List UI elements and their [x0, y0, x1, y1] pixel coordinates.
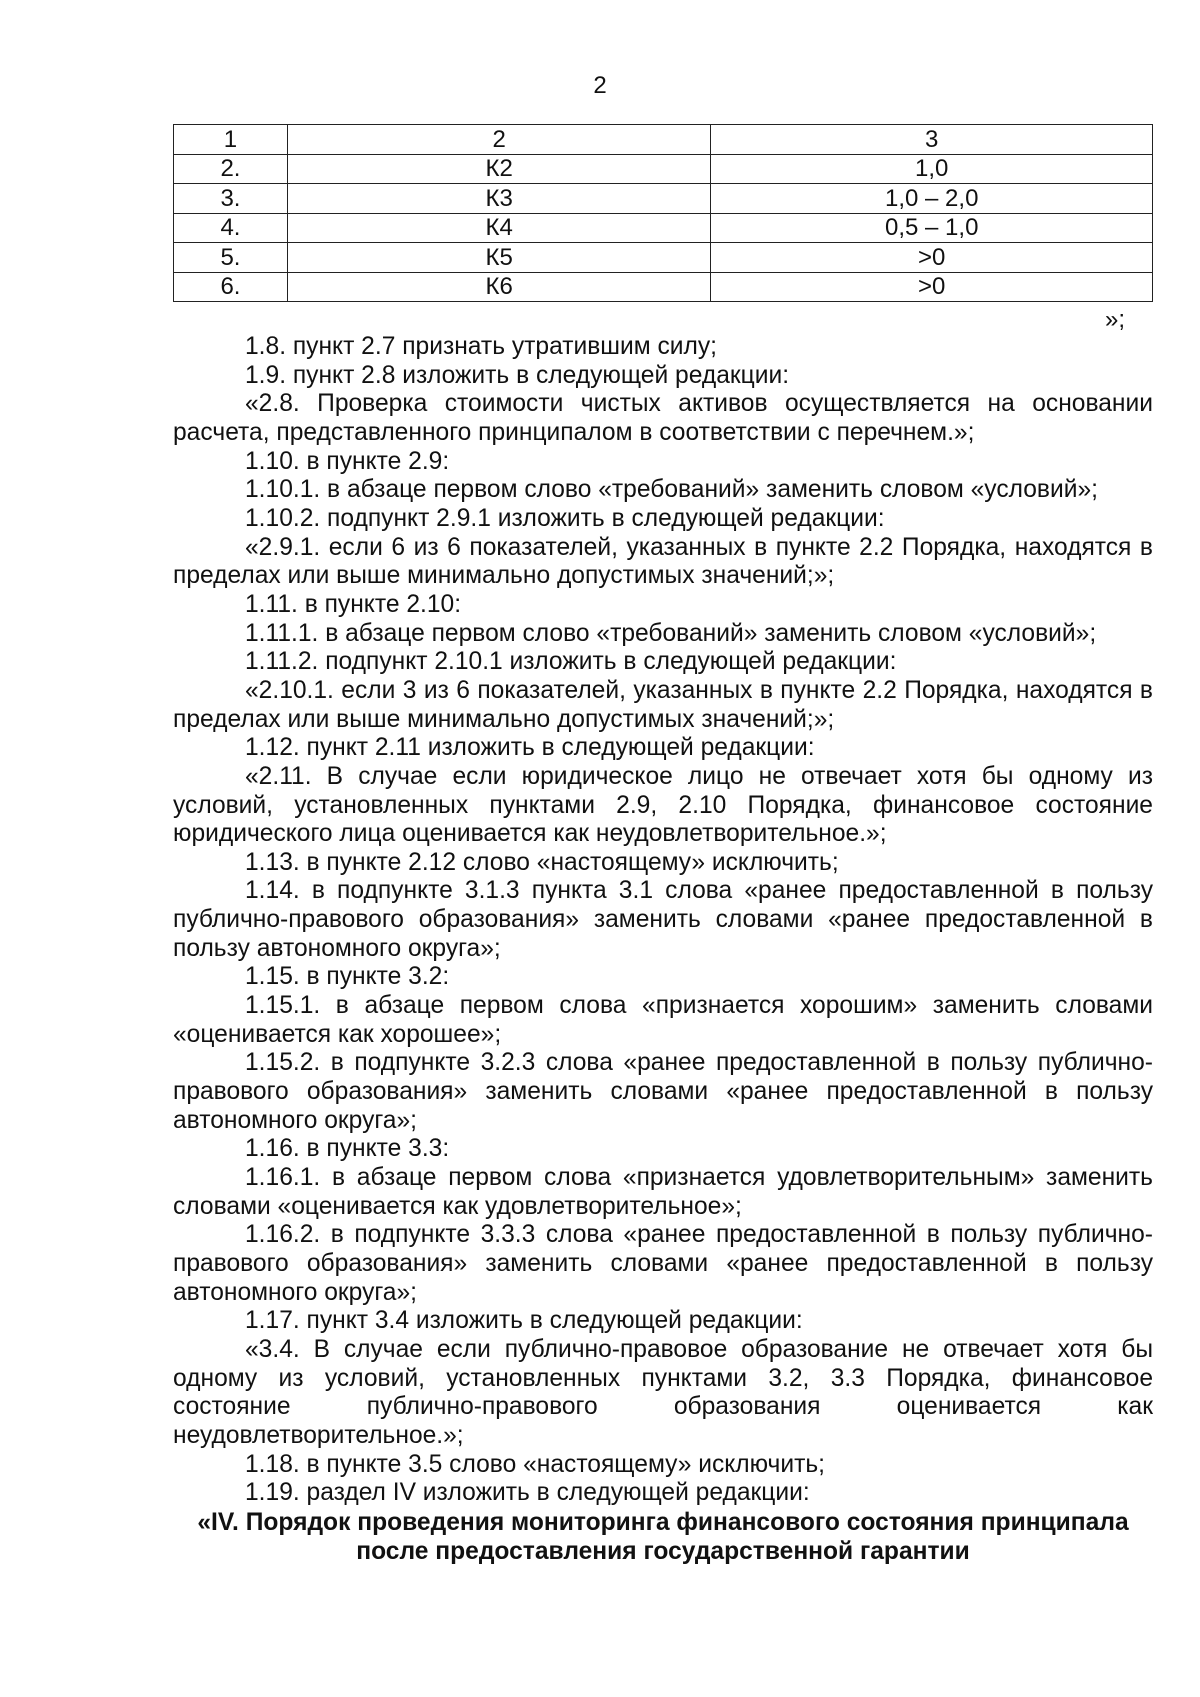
indicator-table	[173, 124, 1153, 302]
paragraph: 1.16.1. в абзаце первом слова «признается удовлетворительным» заменить словами «оценивается как удовлетворительное»;	[173, 1164, 1153, 1220]
paragraph: «2.9.1. если 6 из 6 показателей, указанных в пункте 2.2 Порядка, находятся в пределах или выше минимально допустимых значений;»;	[173, 533, 1153, 590]
paragraph: 1.13. в пункте 2.12 слово «настоящему» исключить;	[245, 848, 839, 876]
table-cell-indicator: К4	[287, 213, 711, 243]
table-cell-number: 2.	[174, 154, 288, 184]
table-row	[174, 272, 1153, 302]
document-body	[173, 333, 1153, 1566]
paragraph: 1.10.2. подпункт 2.9.1 изложить в следующей редакции:	[245, 504, 885, 532]
table-row	[174, 243, 1153, 273]
paragraph: 1.18. в пункте 3.5 слово «настоящему» исключить;	[245, 1450, 825, 1478]
paragraph: «2.8. Проверка стоимости чистых активов осуществляется на основании расчета, представленного принципалом в соответствии с перечнем.»;	[173, 390, 1153, 446]
paragraph: 1.14. в подпункте 3.1.3 пункта 3.1 слова «ранее предоставленной в пользу публично-правового образования» заменить словами «ранее предоставленной в пользу автономного округа»;	[173, 877, 1153, 962]
table-row	[174, 154, 1153, 184]
table-header-cell: 2	[287, 125, 711, 155]
table-cell-number: 5.	[174, 243, 288, 273]
table-cell-value: >0	[711, 243, 1153, 273]
paragraph: 1.15.2. в подпункте 3.2.3 слова «ранее предоставленной в пользу публично-правового образования» заменить словами «ранее предоставленной в пользу автономного округа»;	[173, 1049, 1153, 1134]
table-cell-number: 6.	[174, 272, 288, 302]
table-header-cell: 3	[711, 125, 1153, 155]
table-row	[174, 184, 1153, 214]
paragraph: 1.8. пункт 2.7 признать утратившим силу;	[245, 333, 718, 360]
table-closing-quote: »;	[1105, 306, 1126, 333]
paragraph: «2.11. В случае если юридическое лицо не отвечает хотя бы одному из условий, установленных пунктами 2.9, 2.10 Порядка, финансовое состояние юридического лица оценивается как неудовлетворительное.»;	[173, 762, 1153, 848]
paragraph: 1.10. в пункте 2.9:	[245, 447, 450, 475]
table-header-cell: 1	[174, 125, 288, 155]
paragraph: 1.16.2. в подпункте 3.3.3 слова «ранее предоставленной в пользу публично-правового образования» заменить словами «ранее предоставленной в пользу автономного округа»;	[173, 1221, 1153, 1306]
table-cell-number: 3.	[174, 184, 288, 214]
table-cell-value: 0,5 – 1,0	[711, 213, 1153, 243]
paragraph: 1.11. в пункте 2.10:	[245, 590, 462, 618]
paragraph: 1.10.1. в абзаце первом слово «требований» заменить словом «условий»;	[245, 476, 1098, 504]
section-heading: «IV. Порядок проведения мониторинга финансового состояния принципала после предоставления государственной гарантии	[197, 1508, 1129, 1565]
paragraph: 1.15. в пункте 3.2:	[245, 963, 450, 991]
paragraph: 1.11.2. подпункт 2.10.1 изложить в следующей редакции:	[245, 648, 897, 676]
table-cell-value: 1,0	[711, 154, 1153, 184]
paragraph: 1.12. пункт 2.11 изложить в следующей редакции:	[245, 734, 815, 762]
table-header-row	[174, 125, 1153, 155]
paragraph: 1.19. раздел IV изложить в следующей редакции:	[245, 1479, 810, 1507]
paragraph: «3.4. В случае если публично-правовое образование не отвечает хотя бы одному из условий, установленных пунктами 3.2, 3.3 Порядка, финансовое состояние публично-правового образования оценивается как неудовлетворительное.»;	[173, 1335, 1153, 1449]
table-cell-indicator: К2	[287, 154, 711, 184]
paragraph: 1.16. в пункте 3.3:	[245, 1135, 450, 1163]
paragraph: 1.9. пункт 2.8 изложить в следующей редакции:	[245, 361, 790, 389]
table-cell-indicator: К5	[287, 243, 711, 273]
page-number: 2	[593, 72, 607, 99]
table-cell-indicator: К6	[287, 272, 711, 302]
paragraph: 1.15.1. в абзаце первом слова «признается хорошим» заменить словами «оценивается как хорошее»;	[173, 992, 1153, 1048]
paragraph: 1.17. пункт 3.4 изложить в следующей редакции:	[245, 1307, 803, 1335]
table-cell-indicator: К3	[287, 184, 711, 214]
table-cell-value: >0	[711, 272, 1153, 302]
table-cell-number: 4.	[174, 213, 288, 243]
paragraph: 1.11.1. в абзаце первом слово «требований» заменить словом «условий»;	[245, 619, 1097, 647]
table-row	[174, 213, 1153, 243]
paragraph: «2.10.1. если 3 из 6 показателей, указанных в пункте 2.2 Порядка, находятся в пределах или выше минимально допустимых значений;»;	[173, 676, 1153, 733]
table-cell-value: 1,0 – 2,0	[711, 184, 1153, 214]
